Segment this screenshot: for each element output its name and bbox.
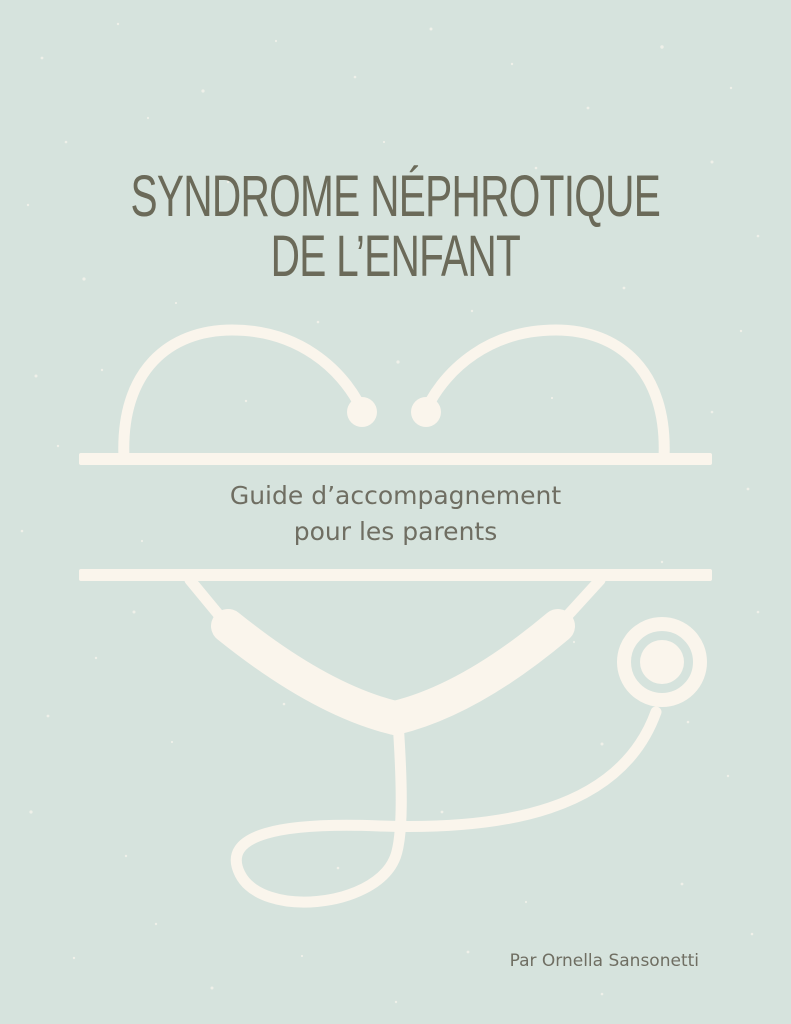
title-line-1: SYNDROME NÉPHROTIQUE xyxy=(130,164,661,229)
author-credit: Par Ornella Sansonetti xyxy=(509,951,699,971)
subtitle-line-1: Guide d’accompagnement xyxy=(229,481,562,510)
title-line-2: DE L’ENFANT xyxy=(270,224,521,289)
subtitle-line-2: pour les parents xyxy=(293,517,498,546)
